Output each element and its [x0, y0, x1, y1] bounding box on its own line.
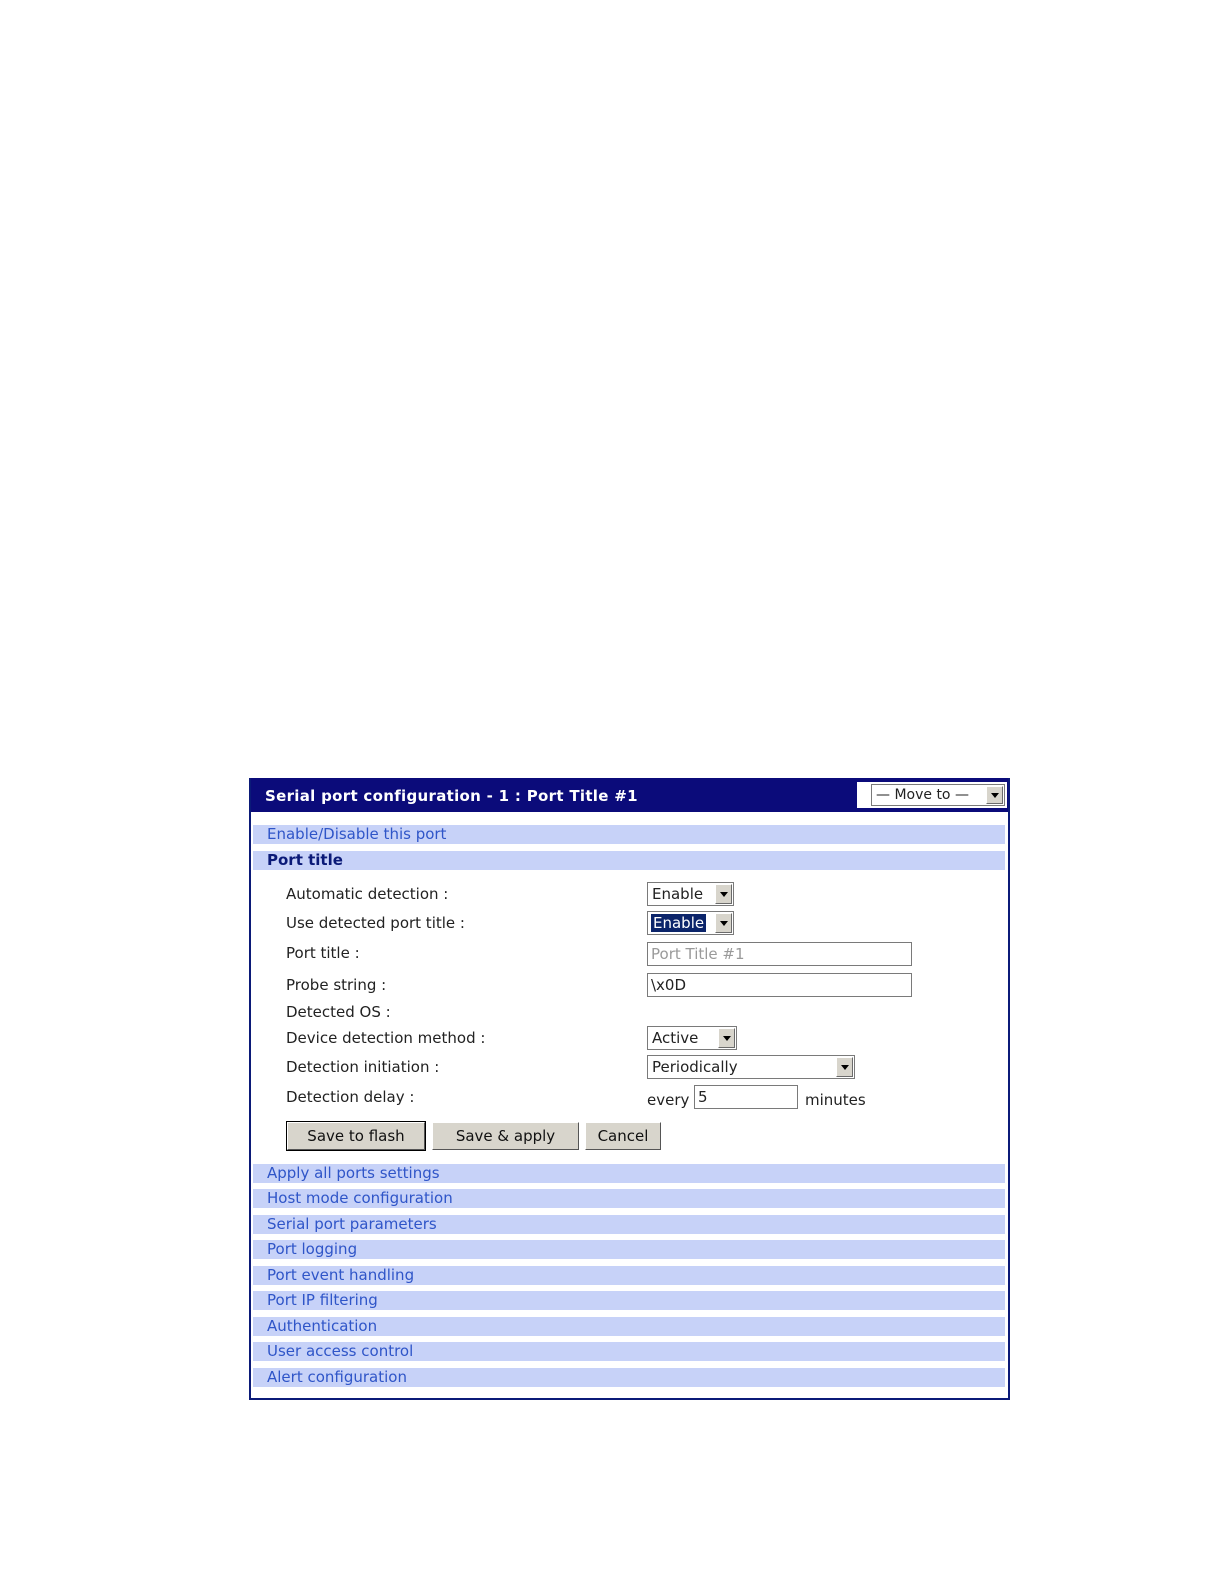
- automatic-detection-value: Enable: [652, 885, 704, 903]
- section-apply-all-ports[interactable]: Apply all ports settings: [253, 1164, 1005, 1183]
- probe-string-label: Probe string :: [286, 976, 387, 994]
- automatic-detection-label: Automatic detection :: [286, 885, 449, 903]
- detection-delay-input[interactable]: 5: [694, 1085, 798, 1109]
- move-to-container: [857, 782, 1007, 808]
- detection-delay-suffix: minutes: [805, 1091, 866, 1109]
- port-title-label: Port title :: [286, 944, 360, 962]
- port-title-input[interactable]: Port Title #1: [647, 942, 912, 966]
- section-host-mode[interactable]: Host mode configuration: [253, 1189, 1005, 1208]
- use-detected-port-title-label: Use detected port title :: [286, 914, 465, 932]
- section-port-ip-filtering[interactable]: Port IP filtering: [253, 1291, 1005, 1310]
- section-port-logging[interactable]: Port logging: [253, 1240, 1005, 1259]
- section-user-access-control[interactable]: User access control: [253, 1342, 1005, 1361]
- cancel-button[interactable]: Cancel: [585, 1122, 661, 1150]
- use-detected-port-title-value: Enable: [653, 914, 705, 932]
- detection-delay-prefix: every: [647, 1091, 690, 1109]
- chevron-down-icon[interactable]: [836, 1057, 853, 1077]
- save-to-flash-button[interactable]: Save to flash: [287, 1122, 425, 1150]
- section-port-title[interactable]: Port title: [253, 851, 1005, 870]
- device-detection-method-select[interactable]: [647, 1026, 737, 1050]
- detection-delay-label: Detection delay :: [286, 1088, 415, 1106]
- use-detected-port-title-select[interactable]: [647, 911, 734, 935]
- save-apply-button[interactable]: Save & apply: [432, 1122, 579, 1150]
- chevron-down-icon[interactable]: [715, 884, 732, 904]
- section-authentication[interactable]: Authentication: [253, 1317, 1005, 1336]
- chevron-down-icon[interactable]: [715, 913, 732, 933]
- probe-string-input[interactable]: \x0D: [647, 973, 912, 997]
- device-detection-method-value: Active: [652, 1029, 699, 1047]
- detection-initiation-select[interactable]: [647, 1055, 855, 1079]
- detected-os-label: Detected OS :: [286, 1003, 391, 1021]
- section-serial-port-parameters[interactable]: Serial port parameters: [253, 1215, 1005, 1234]
- title-bar: [251, 778, 1008, 812]
- detection-initiation-value: Periodically: [652, 1058, 738, 1076]
- section-enable-disable-port[interactable]: Enable/Disable this port: [253, 825, 1005, 844]
- move-to-value: — Move to —: [876, 787, 969, 803]
- move-to-select[interactable]: [871, 784, 1005, 806]
- detection-initiation-label: Detection initiation :: [286, 1058, 440, 1076]
- chevron-down-icon[interactable]: [718, 1028, 735, 1048]
- device-detection-method-label: Device detection method :: [286, 1029, 486, 1047]
- chevron-down-icon[interactable]: [986, 786, 1003, 804]
- page-title: Serial port configuration - 1 : Port Title #1: [265, 787, 638, 805]
- section-port-event-handling[interactable]: Port event handling: [253, 1266, 1005, 1285]
- automatic-detection-select[interactable]: [647, 882, 734, 906]
- serial-port-config-panel: [249, 778, 1010, 1400]
- section-alert-configuration[interactable]: Alert configuration: [253, 1368, 1005, 1387]
